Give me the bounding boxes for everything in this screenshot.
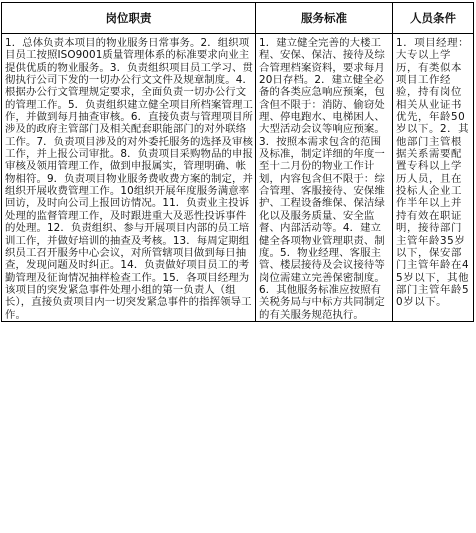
standards-cell	[256, 34, 393, 322]
service-table	[1, 2, 474, 322]
duties-text: 1．总体负责本项目的物业服务日常事务。2．组织项目员工按照ISO9001质量管理体系的标准要求向业主提供优质的物业服务。3．负责组织项目员工学习、贯彻执行公司下发的一切办公行文文件及规章制度。4．根据办公行文管理规定要求，全面负责一切办公行文的管理工作。5．负责组织建立健全项目所档案管理工作，并做到每月抽查审核。6．直接负责与管理项目所涉及的政府主管部门及相关配套职能部门的对外联络工作。7．负责项目涉及的对外委托服务的选择及审核工作，并上报公司审批。8．负责项目采购物品的申报审核及领用管理工作，做到申报属实，管理明确、帐物相符。9．负责项目物业服务费收费方案的制定，并组织开展收费管理工作。10组织开展年度服务满意率回访，及时向公司上报回访情况。11．负责业主投诉处理的监督管理工作，及时跟进重大及恶性投诉事件的处理。12．负责组织、参与开展项目内部的员工培训工作，并做好培训的抽查及考核。13．每周定期组织员工召开服务中心会议，对所管辖项目做到每日抽查，发现问题及时纠正。14．负责做好项目员工的考勤管理及征询情况抽样检查工作。15．各项目经理为该项目的突发紧急事件处理小组的第一负责人（组长），直接负责项目内一切突发紧急事件的指挥领导工作。	[5, 37, 253, 321]
header-standards: 服务标准	[256, 3, 393, 34]
header-requirements: 人员条件	[393, 3, 474, 34]
standards-text: 1．建立健全完善的大楼工程、安保、保洁、接待及综合管理档案资料，要求每月20日存档。2．建立健全必备的各类应急响应预案，包含但不限于：消防、偷窃处理、停电跑水、电梯困人、大型活动会议等响应预案。3．按照本需求包含的范围及标准，制定详细的年度一至十二月份的物业工作计划，内容包含但不限于：综合管理、客服接待、安保维护、工程设备维保、保洁绿化以及服务质量、安全监督、内部活动等。4．建立健全各项物业管理职责、制度。5．物业经理、客服主管、楼层接待及会议接待等岗位需建立完善保密制度。6．其他服务标准应按照有关税务局与中标方共同制定的有关服务规范执行。	[259, 37, 385, 321]
requirements-text: 1．项目经理：大专以上学历，有类似本项目工作经验，持有岗位相关从业证书优先，年龄50岁以下。2．其他部门主管根据关系需要配置专科以上学历人员，且在投标人企业工作半年以上并持有效在职证明，接待部门主管年龄35岁以下，保安部门主管年龄在45岁以下，其他部门主管年龄50岁以下。	[396, 37, 470, 309]
header-row	[2, 3, 474, 34]
header-duties: 岗位职责	[2, 3, 256, 34]
duties-cell	[2, 34, 256, 322]
requirements-cell	[393, 34, 474, 322]
content-row	[2, 34, 474, 322]
